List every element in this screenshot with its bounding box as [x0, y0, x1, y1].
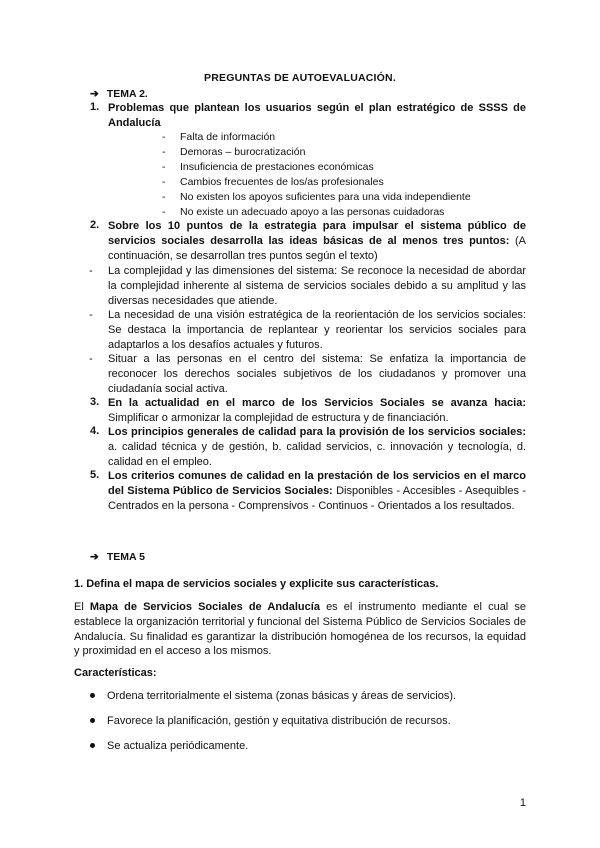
question-2-text: Sobre los 10 puntos de la estrategia para impulsar el sistema público de servicios sociales desarrolla las ideas básicas de al menos tres puntos: — [108, 220, 526, 247]
bullet-text: Favorece la planificación, gestión y equitativa distribución de recursos. — [107, 715, 451, 727]
question-number: 4. — [90, 425, 100, 437]
list-item: - Demoras – burocratización — [162, 145, 471, 160]
question-4-text: Los principios generales de calidad para la provisión de los servicios sociales: — [108, 426, 526, 438]
bullet-icon — [90, 718, 95, 723]
question-number: 3. — [90, 396, 100, 408]
point-item: - La necesidad de una visión estratégica de la reorientación de los servicios sociales: Se destaca la importancia de replantear y reorientar los servicios sociales para adaptarlos a los desafíos actuales y futuros. — [89, 309, 526, 351]
question-2-note: (A continuación, se desarrollan tres puntos según el texto) — [108, 234, 527, 262]
tema5-question-1: 1. Defina el mapa de servicios sociales y explicite sus características. — [74, 578, 439, 590]
point-item: - Situar a las personas en el centro del sistema: Se enfatiza la importancia de reconocer los derechos sociales subjetivos de los ciudadanos y promover una ciudadanía social activa. — [89, 353, 526, 395]
list-item: - No existen los apoyos suficientes para una vida independiente — [162, 190, 471, 205]
tema2-heading — [90, 88, 148, 100]
bullet-text: Ordena territorialmente el sistema (zonas básicas y áreas de servicios). — [107, 690, 457, 702]
question-5-answer: Disponibles - Accesibles - Asequibles - Centrados en la persona - Comprensivos - Continuos - Orientados a los resultados. — [108, 484, 526, 512]
mapa-paragraph — [74, 600, 526, 659]
para-rest: es el instrumento mediante el cual se establece la organización territorial y funcional del Sistema Público de Servicios Sociales de Andalucía. Su finalidad es garantizar la distribución homogénea de los recursos, la equidad y proximidad en el acceso a los mismos. — [74, 601, 526, 658]
question-2 — [108, 219, 526, 263]
question-number: 1. — [90, 101, 100, 113]
point-text: La complejidad y las dimensiones del sistema: Se reconoce la necesidad de abordar la complejidad inherente al sistema de servicios sociales debido a su amplitud y las diversas necesidades que atiende. — [108, 265, 526, 307]
bullet-icon — [90, 693, 95, 698]
question-3-text: En la actualidad en el marco de los Servicios Sociales se avanza hacia: — [108, 397, 526, 409]
question-1-text: Problemas que plantean los usuarios según el plan estratégico de SSSS de Andalucía — [108, 102, 526, 129]
page-number: 1 — [519, 797, 526, 809]
bullet-item — [90, 690, 456, 702]
list-item: - No existe un adecuado apoyo a las personas cuidadoras — [162, 205, 471, 220]
problems-list — [162, 130, 471, 220]
bullet-text: Se actualiza periódicamente. — [107, 740, 249, 752]
arrow-icon: ➔ — [90, 551, 99, 563]
question-3 — [108, 396, 526, 426]
page-title: PREGUNTAS DE AUTOEVALUACIÓN. — [204, 72, 396, 84]
question-5 — [108, 469, 526, 513]
question-number: 5. — [90, 469, 100, 481]
para-bold: Mapa de Servicios Sociales de Andalucía — [89, 601, 320, 613]
question-4 — [108, 425, 526, 469]
arrow-icon: ➔ — [90, 88, 99, 100]
question-3-answer: Simplificar o armonizar la complejidad de estructura y de financiación. — [108, 411, 449, 424]
para-prefix: El — [74, 601, 84, 613]
bullet-item — [90, 715, 451, 727]
bullet-item — [90, 740, 248, 752]
point-text: Situar a las personas en el centro del sistema: Se enfatiza la importancia de reconocer los derechos sociales subjetivos de los ciudadanos y promover una ciudadanía social activa. — [108, 353, 526, 395]
tema2-heading-text: TEMA 2. — [106, 88, 148, 100]
question-4-answer: a. calidad técnica y de gestión, b. calidad servicios, c. innovación y tecnología, d. calidad en el empleo. — [108, 440, 526, 468]
point-text: La necesidad de una visión estratégica de la reorientación de los servicios sociales: Se destaca la importancia de replantear y reorientar los servicios sociales para adaptarlos a los desafíos actuales y futuros. — [108, 309, 526, 351]
list-item: - Cambios frecuentes de los/as profesionales — [162, 175, 471, 190]
question-number: 2. — [90, 219, 100, 231]
list-item: - Falta de información — [162, 130, 471, 145]
question-5-text: Los criterios comunes de calidad en la prestación de los servicios en el marco del Sistema Público de Servicios Sociales: — [108, 470, 526, 497]
question-1 — [108, 101, 526, 131]
point-item: - La complejidad y las dimensiones del sistema: Se reconoce la necesidad de abordar la complejidad inherente al sistema de servicios sociales debido a su amplitud y las diversas necesidades que atiende. — [89, 265, 526, 307]
tema5-heading — [90, 551, 145, 563]
list-item: - Insuficiencia de prestaciones económicas — [162, 160, 471, 175]
bullet-icon — [90, 743, 95, 748]
tema5-heading-text: TEMA 5 — [106, 551, 145, 563]
caracteristicas-heading: Características: — [74, 667, 157, 679]
